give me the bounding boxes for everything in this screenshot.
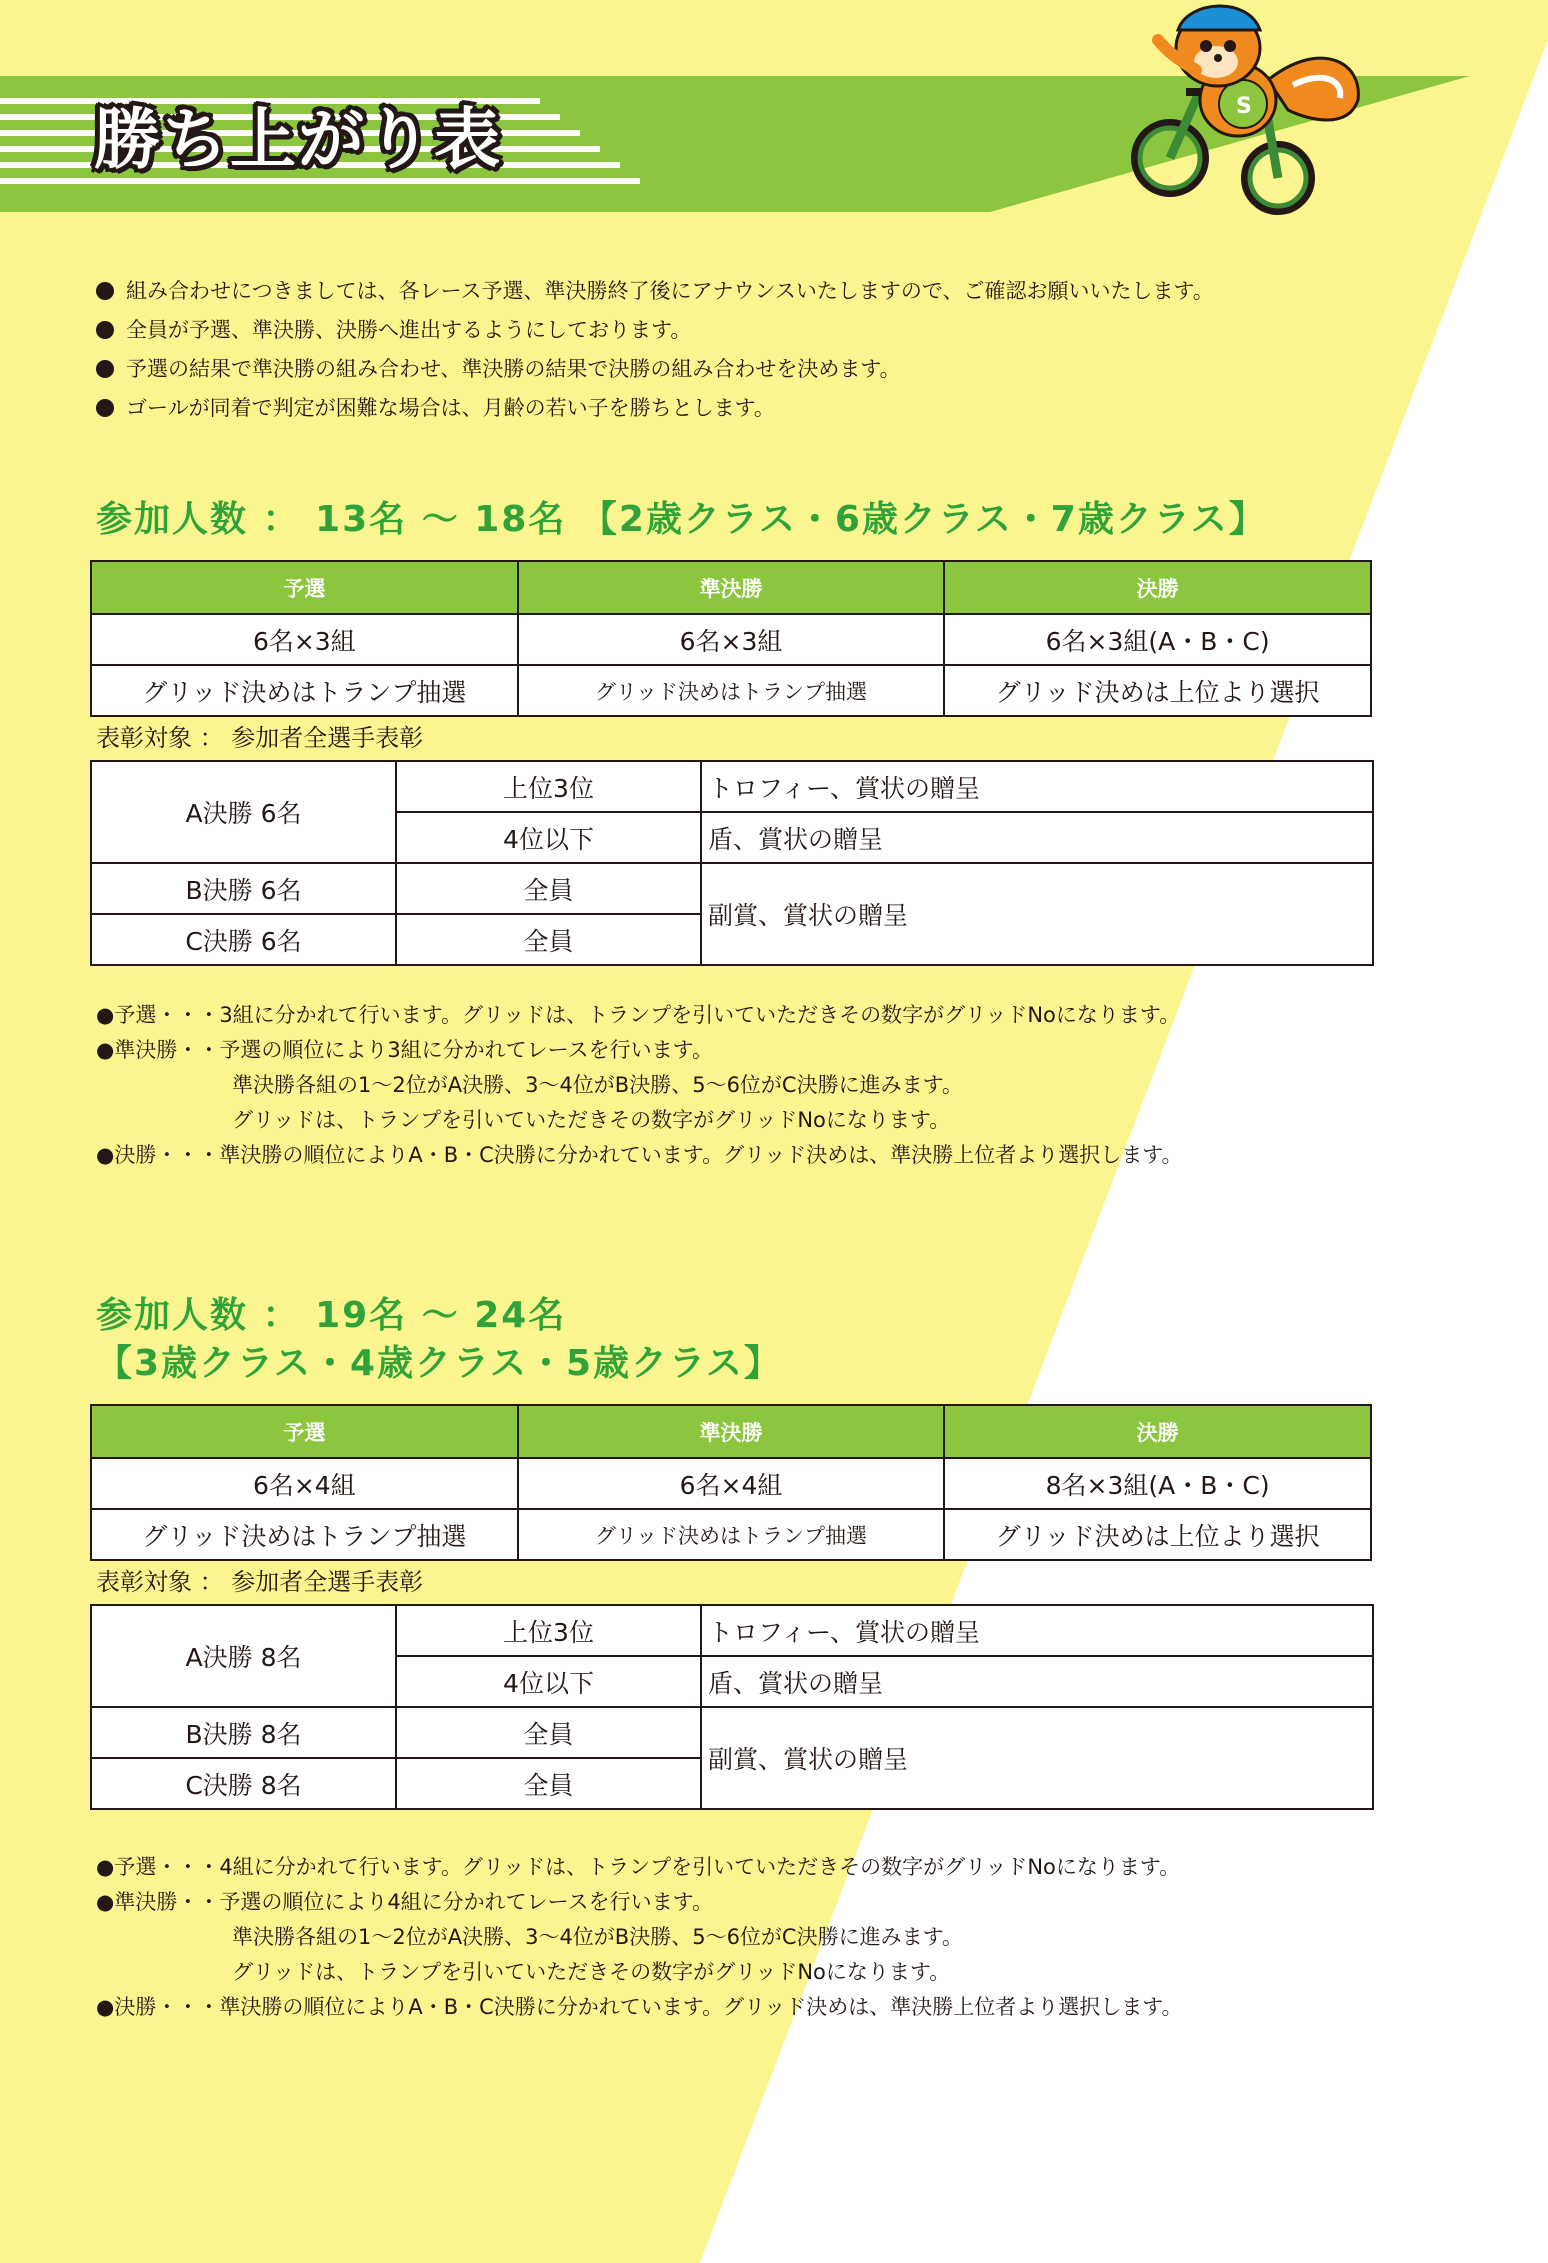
intro-item: 予選の結果で準決勝の組み合わせ、準決勝の結果で決勝の組み合わせを決めます。 bbox=[96, 350, 1396, 389]
note-line: グリッドは、トランプを引いていただきその数字がグリッドNoになります。 bbox=[232, 1960, 951, 1984]
note-line: ●決勝・・・準決勝の順位によりA・B・C決勝に分かれています。グリッド決めは、準決勝上位者より選択します。 bbox=[96, 1143, 1183, 1167]
rank-cell: 全員 bbox=[396, 1758, 701, 1809]
prize-cell: 盾、賞状の贈呈 bbox=[701, 1656, 1373, 1707]
format-cell: 6名×4組 bbox=[91, 1458, 518, 1509]
b-final-cell: B決勝 8名 bbox=[91, 1707, 396, 1758]
a-final-cell: A決勝 6名 bbox=[91, 761, 396, 863]
round-table bbox=[90, 1404, 1372, 1561]
stage-header: 決勝 bbox=[944, 1405, 1371, 1458]
intro-item: 全員が予選、準決勝、決勝へ進出するようにしております。 bbox=[96, 311, 1396, 350]
rank-cell: 上位3位 bbox=[396, 761, 701, 812]
note-line: ●準決勝・・予選の順位により4組に分かれてレースを行います。 bbox=[96, 1890, 713, 1914]
note-line: ●予選・・・4組に分かれて行います。グリッドは、トランプを引いていただきその数字がグリッドNoになります。 bbox=[96, 1855, 1181, 1879]
award-target: 表彰対象 ： 参加者全選手表彰 bbox=[96, 724, 424, 752]
grid-cell: グリッド決めは上位より選択 bbox=[944, 1509, 1371, 1560]
prize-cell: トロフィー、賞状の贈呈 bbox=[701, 1605, 1373, 1656]
note-line: ●決勝・・・準決勝の順位によりA・B・C決勝に分かれています。グリッド決めは、準決勝上位者より選択します。 bbox=[96, 1995, 1183, 2019]
prize-cell: 副賞、賞状の贈呈 bbox=[701, 1707, 1373, 1809]
rank-cell: 4位以下 bbox=[396, 812, 701, 863]
c-final-cell: C決勝 8名 bbox=[91, 1758, 396, 1809]
note-line: 準決勝各組の1～2位がA決勝、3～4位がB決勝、5～6位がC決勝に進みます。 bbox=[232, 1073, 963, 1097]
format-cell: 6名×3組(A・B・C) bbox=[944, 614, 1371, 665]
section-heading: 【3歳クラス・4歳クラス・5歳クラス】 bbox=[96, 1343, 782, 1384]
grid-cell: グリッド決めは上位より選択 bbox=[944, 665, 1371, 716]
stage-header: 決勝 bbox=[944, 561, 1371, 614]
bullet-icon bbox=[96, 360, 114, 378]
stage-header: 予選 bbox=[91, 1405, 518, 1458]
note-line: 準決勝各組の1～2位がA決勝、3～4位がB決勝、5～6位がC決勝に進みます。 bbox=[232, 1925, 963, 1949]
c-final-cell: C決勝 6名 bbox=[91, 914, 396, 965]
section-notes bbox=[96, 998, 1416, 1173]
b-final-cell: B決勝 6名 bbox=[91, 863, 396, 914]
rank-cell: 全員 bbox=[396, 1707, 701, 1758]
note-line: ●予選・・・3組に分かれて行います。グリッドは、トランプを引いていただきその数字がグリッドNoになります。 bbox=[96, 1003, 1181, 1027]
rank-cell: 全員 bbox=[396, 914, 701, 965]
prize-cell: 副賞、賞状の贈呈 bbox=[701, 863, 1373, 965]
format-cell: 8名×3組(A・B・C) bbox=[944, 1458, 1371, 1509]
award-target: 表彰対象 ： 参加者全選手表彰 bbox=[96, 1568, 424, 1596]
a-final-cell: A決勝 8名 bbox=[91, 1605, 396, 1707]
rank-cell: 上位3位 bbox=[396, 1605, 701, 1656]
intro-item: ゴールが同着で判定が困難な場合は、月齢の若い子を勝ちとします。 bbox=[96, 389, 1396, 428]
bullet-icon bbox=[96, 321, 114, 339]
prize-cell: 盾、賞状の贈呈 bbox=[701, 812, 1373, 863]
award-table bbox=[90, 1604, 1374, 1810]
format-cell: 6名×3組 bbox=[518, 614, 945, 665]
note-line: グリッドは、トランプを引いていただきその数字がグリッドNoになります。 bbox=[232, 1108, 951, 1132]
svg-text:S: S bbox=[1236, 94, 1252, 119]
grid-cell: グリッド決めはトランプ抽選 bbox=[518, 1509, 945, 1560]
grid-cell: グリッド決めはトランプ抽選 bbox=[91, 665, 518, 716]
rank-cell: 4位以下 bbox=[396, 1656, 701, 1707]
stage-header: 準決勝 bbox=[518, 1405, 945, 1458]
bullet-icon bbox=[96, 399, 114, 417]
squirrel-on-balance-bike-icon bbox=[1118, 0, 1368, 215]
page-title: 勝ち上がり表 bbox=[94, 101, 502, 178]
rank-cell: 全員 bbox=[396, 863, 701, 914]
stage-header: 準決勝 bbox=[518, 561, 945, 614]
bullet-icon bbox=[96, 282, 114, 300]
section-heading: 参加人数 ： 13名 ～ 18名 【2歳クラス・6歳クラス・7歳クラス】 bbox=[96, 499, 1267, 540]
section-notes bbox=[96, 1850, 1416, 2025]
intro-item: 組み合わせにつきましては、各レース予選、準決勝終了後にアナウンスいたしますので、ご確認お願いいたします。 bbox=[96, 272, 1396, 311]
stage-header: 予選 bbox=[91, 561, 518, 614]
format-cell: 6名×4組 bbox=[518, 1458, 945, 1509]
award-table bbox=[90, 760, 1374, 966]
note-line: ●準決勝・・予選の順位により3組に分かれてレースを行います。 bbox=[96, 1038, 713, 1062]
round-table bbox=[90, 560, 1372, 717]
grid-cell: グリッド決めはトランプ抽選 bbox=[91, 1509, 518, 1560]
prize-cell: トロフィー、賞状の贈呈 bbox=[701, 761, 1373, 812]
intro-notes bbox=[96, 272, 1396, 428]
format-cell: 6名×3組 bbox=[91, 614, 518, 665]
grid-cell: グリッド決めはトランプ抽選 bbox=[518, 665, 945, 716]
section-heading: 参加人数 ： 19名 ～ 24名 bbox=[96, 1295, 567, 1336]
